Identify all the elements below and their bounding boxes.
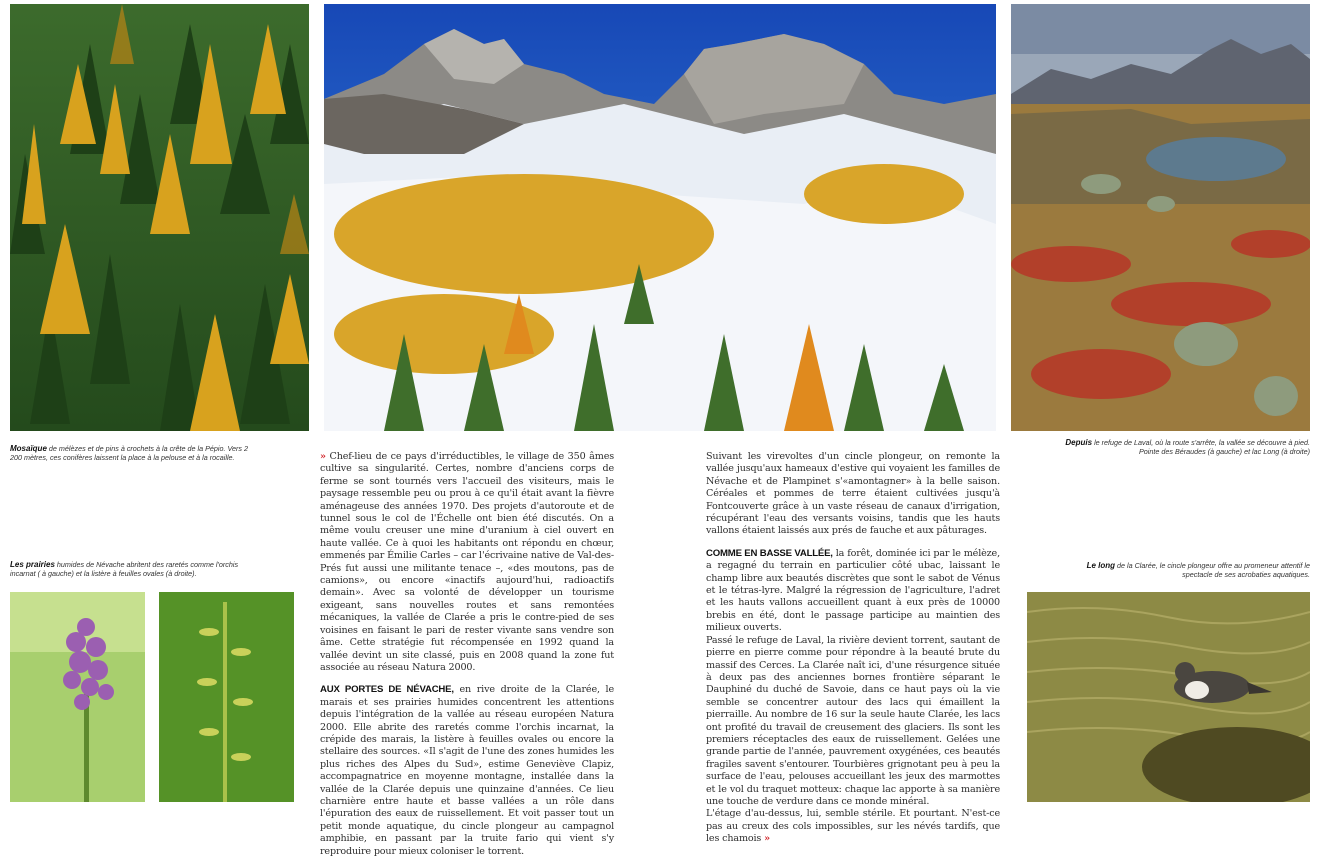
caption-depuis (1050, 438, 1310, 456)
caption-lelong-text: de la Clarée, le cincle plongeur offre au promeneur attentif le spectacle de ses acrobaties aquatiques. (1117, 561, 1310, 579)
continuation-marker-end: » (764, 833, 770, 845)
col2-paragraph-3: Passé le refuge de Laval, la rivière devient torrent, sautant de pierre en pierre comme pour répondre à la beauté brute du massif des Cerces. La Clarée naît ici, d'une résurgence située à deux pas des anciennes bornes frontière séparant le Dauphiné du duché de Savoie, dans ce haut pays où la vie semble se concentrer autour des lacs qui émaillent la pierraille. Au nombre de 16 sur la seule haute Clarée, les lacs ont profité du travail de creusement des glaciers. Ils sont les premiers réceptacles des eaux de ruissellement. Gelées une grande partie de l'année, pauvrement oxygénées, ces beautés fragiles savent s'entourer. Tourbières grignotant peu à peu la surface de l'eau, pelouses accueillant les jeux des marmottes et le vol du traquet motteux: chaque lac apporte à sa manière une touche de verdure dans ce monde minéral. (706, 634, 1000, 807)
caption-depuis-text: le refuge de Laval, où la route s'arrête, la vallée se découvre à pied. Pointe des Béraudes (à gauche) et lac Long (à droite) (1094, 438, 1310, 456)
col1-paragraph-1 (320, 451, 614, 674)
col2-paragraph-4 (706, 808, 1000, 845)
article-column-2 (706, 451, 1000, 846)
caption-lelong (1080, 561, 1310, 579)
photo-orchid (10, 592, 145, 802)
col1-p2-lead: AUX PORTES DE NÉVACHE, (320, 684, 454, 696)
col1-paragraph-2 (320, 684, 614, 858)
caption-prairies (10, 560, 240, 578)
col2-p2-text: la forêt, dominée ici par le mélèze, a regagné du terrain en particulier côté ubac, laissant le champ libre aux beautés discrètes que sont le sabot de Vénus et le tétras-lyre. Malgré la régression de l'agriculture, l'adret et les hauts vallons accueillent quant à eux près de 10000 brebis en été, dont le passage participe au maintien des milieux ouverts. (706, 547, 1000, 634)
caption-depuis-lead: Depuis (1065, 438, 1093, 447)
col1-p2-text: en rive droite de la Clarée, le marais et ses prairies humides concentrent les attentions depuis l'intégration de la vallée au réseau européen Natura 2000. Elle abrite des raretés comme l'orchis incarnat, la crépide des marais, la listère à feuilles ovales ou encore la stellaire des sources. «Il s'agit de l'une des zones humides les plus riches des Alpes du Sud», estime Geneviève Clapiz, accompagnatrice en moyenne montagne, installée dans la vallée de la Clarée depuis une quinzaine d'années. Ce lieu charnière entre haute et basse vallées a un rôle dans l'épuration des eaux de ruissellement. Et voit passer tout un petit monde aquatique, du cincle plongeur au campagnol amphibie, en passant par la truite fario qui vient s'y reproduire pour mieux coloniser le torrent. (320, 684, 614, 857)
photo-mountain-lake (1011, 4, 1310, 431)
caption-lelong-lead: Le long (1086, 561, 1116, 570)
col2-paragraph-2 (706, 548, 1000, 635)
photo-mountain-panorama (324, 4, 996, 431)
photo-larch-forest (10, 4, 309, 431)
photo-listere (159, 592, 294, 802)
article-column-1 (320, 451, 614, 868)
continuation-marker: » (320, 451, 326, 462)
col1-p1-text: Chef-lieu de ce pays d'irréductibles, le village de 350 âmes cultive sa singularité. Certes, nombre d'anciens corps de ferme se sont tournés vers l'accueil des visiteurs, mais le paysage ressemble peu ou prou à ce qu'il était avant la fièvre aménageuse des années 1970. Des projets d'autoroute et de tunnel sous le col de l'Échelle ont bien été discutés. On a même voulu creuser une mine d'uranium à ciel ouvert en haute vallée. Ce à quoi les habitants ont répondu en chœur, emmenés par Émilie Carles – car l'écrivaine native de Val-des-Prés fut aussi une militante tenace –, «des moutons, pas de camions», ou encore «inactifs aujourd'hui, radioactifs demain». Avec sa volonté de développer un tourisme exigeant, sans nouvelles routes et sans remontées mécaniques, la vallée de Clarée a pris le contre-pied de ses voisines en faisant le pari de rester vivante sans vendre son âme. Cette stratégie fut récompensée en 1992 quand la vallée devint un site classé, puis en 2008 quand la zone fut associée au réseau Natura 2000. (320, 451, 615, 673)
caption-mosaique (10, 444, 260, 462)
col2-p4-text: L'étage d'au-dessus, lui, semble stérile. Et pourtant. N'est-ce pas au creux des cols impossibles, sur les névés tardifs, que les chamois (706, 808, 1000, 845)
col2-p2-lead: COMME EN BASSE VALLÉE, (706, 547, 833, 559)
caption-prairies-lead: Les prairies (10, 560, 55, 569)
caption-mosaique-lead: Mosaïque (10, 444, 47, 453)
col2-paragraph-1: Suivant les virevoltes d'un cincle plongeur, on remonte la vallée jusqu'aux hameaux d'estive qui voyaient les familles de Névache et de Plampinet s'«amontagner» à la belle saison. Céréales et pommes de terre étaient cultivées jusqu'à Fontcouverte grâce à un vaste réseau de canaux d'irrigation, récupérant l'eau des versants voisins, tandis que les hauts vallons étaient laissés aux prés de fauche et aux pâturages. (706, 451, 1000, 537)
caption-mosaique-text: de mélèzes et de pins à crochets à la crête de la Pépio. Vers 2 200 mètres, ces conifères laissent la place à la pelouse et à la rocaille. (10, 444, 249, 462)
photo-dipper (1027, 592, 1310, 802)
caption-prairies-text: humides de Névache abritent des raretés comme l'orchis incarnat ( à gauche) et la listère à feuilles ovales (à droite). (10, 560, 239, 578)
